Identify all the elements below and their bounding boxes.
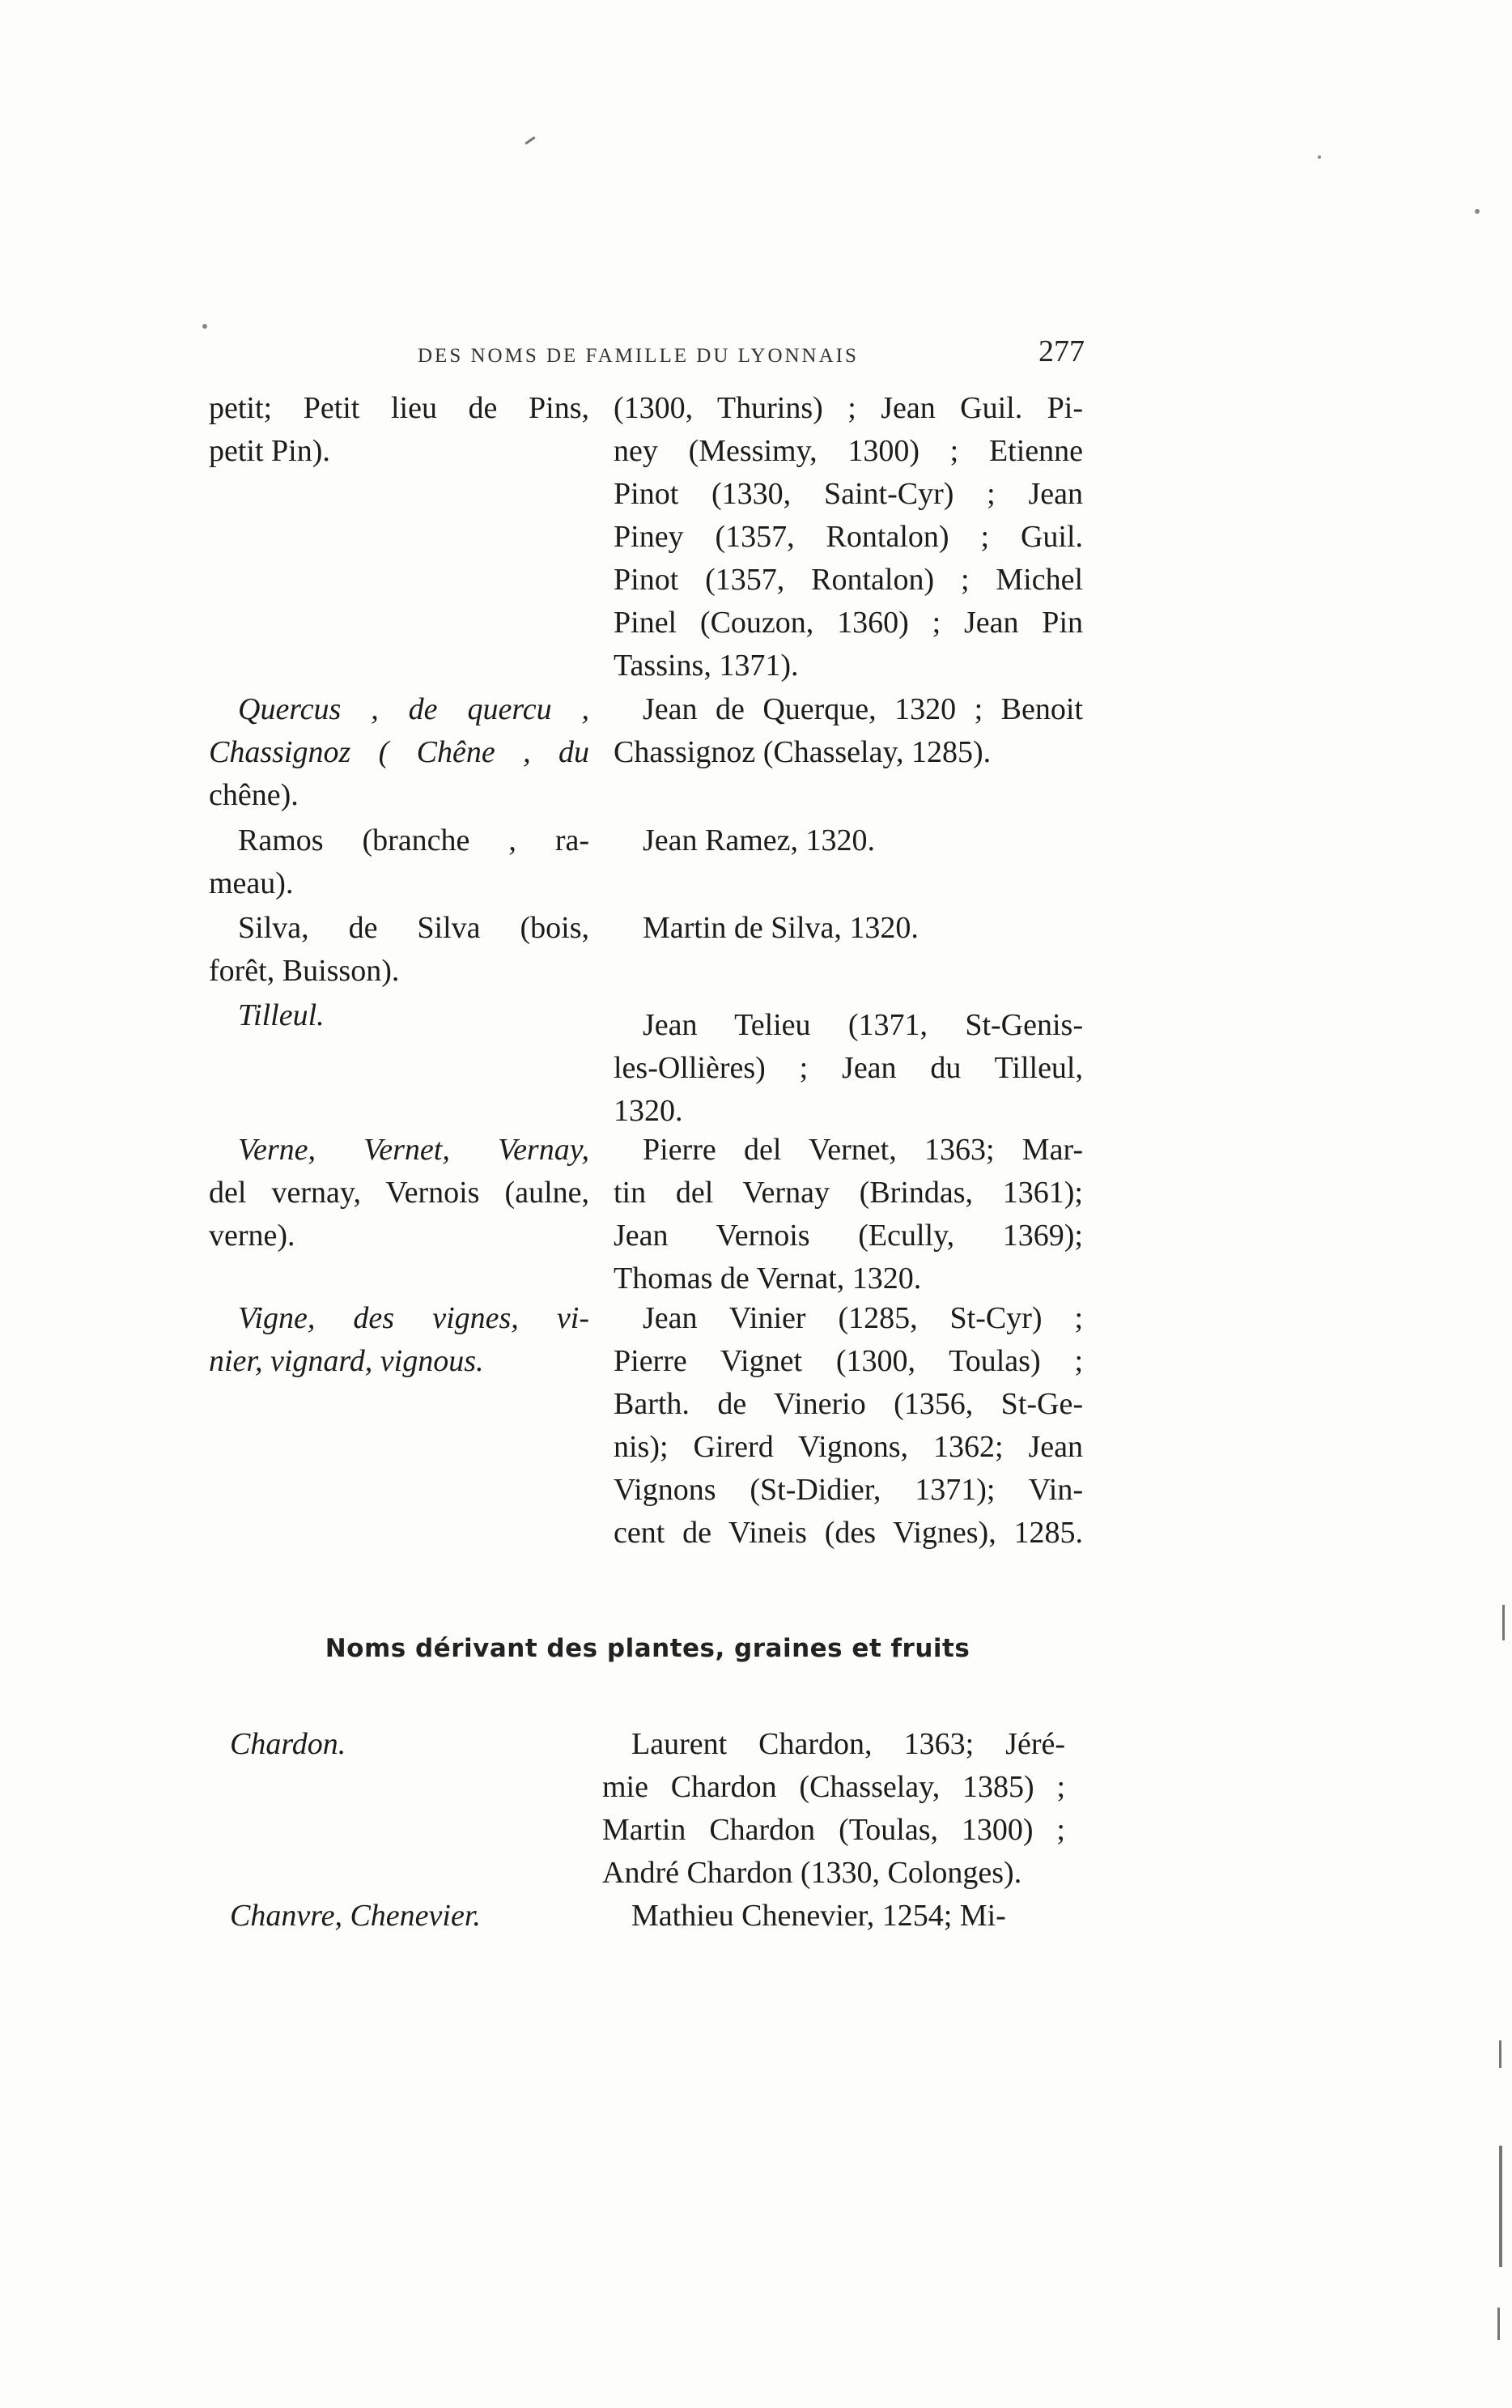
term-line: Tilleul. xyxy=(238,998,325,1032)
names-line: Pinel (Couzon, 1360) ; Jean Pin xyxy=(614,606,1083,640)
page-header xyxy=(202,332,1085,381)
names-line: Pierre del Vernet, 1363; Mar- xyxy=(643,1133,1083,1167)
names-line: Jean Ramez, 1320. xyxy=(643,823,876,857)
term-line: chêne). xyxy=(209,778,299,812)
term-line: Quercus , de quercu , xyxy=(238,692,589,726)
names-line: mie Chardon (Chasselay, 1385) ; xyxy=(602,1770,1065,1804)
ink-speck xyxy=(202,324,207,329)
names-line: Mathieu Chenevier, 1254; Mi- xyxy=(631,1899,1006,1933)
names-line: Thomas de Vernat, 1320. xyxy=(614,1261,922,1295)
names-line: nis); Girerd Vignons, 1362; Jean xyxy=(614,1430,1083,1464)
term-line: Verne, Vernet, Vernay, xyxy=(238,1133,589,1167)
ink-speck xyxy=(1475,209,1480,214)
names-line: Tassins, 1371). xyxy=(614,649,799,683)
names-line: Chassignoz (Chasselay, 1285). xyxy=(614,735,992,769)
entry-pin-names xyxy=(614,387,1083,687)
names-line: Martin Chardon (Toulas, 1300) ; xyxy=(602,1813,1065,1847)
entry-verne-term xyxy=(209,1129,589,1257)
names-line: Vignons (St-Didier, 1371); Vin- xyxy=(614,1473,1083,1507)
entry-verne-names xyxy=(614,1129,1083,1300)
edge-mark xyxy=(1497,2308,1500,2340)
names-line: Jean Telieu (1371, St-Genis- xyxy=(643,1008,1083,1042)
term-line: Ramos (branche , ra- xyxy=(238,823,589,857)
term-line: Chassignoz ( Chêne , du xyxy=(209,735,589,769)
names-line: cent de Vineis (des Vignes), 1285. xyxy=(614,1516,1083,1550)
section-heading: Noms dérivant des plantes, graines et fruits xyxy=(325,1634,970,1663)
entry-chanvre-names xyxy=(602,1895,1065,1938)
term-line: petit; Petit lieu de Pins, xyxy=(209,391,589,425)
entry-vigne-term xyxy=(209,1297,589,1383)
names-line: Pierre Vignet (1300, Toulas) ; xyxy=(614,1344,1083,1378)
edge-mark xyxy=(1499,2146,1502,2267)
names-line: Jean Vinier (1285, St-Cyr) ; xyxy=(643,1301,1083,1335)
names-line: Barth. de Vinerio (1356, St-Ge- xyxy=(614,1387,1083,1421)
running-title: DES NOMS DE FAMILLE DU LYONNAIS xyxy=(418,345,859,367)
names-line: Laurent Chardon, 1363; Jéré- xyxy=(631,1727,1065,1761)
entry-silva-names xyxy=(614,907,1083,950)
names-line: Jean Vernois (Ecully, 1369); xyxy=(614,1219,1083,1253)
edge-mark xyxy=(1502,1605,1505,1640)
names-line: tin del Vernay (Brindas, 1361); xyxy=(614,1176,1083,1210)
entry-tilleul-names xyxy=(614,1004,1083,1133)
term-line: nier, vignard, vignous. xyxy=(209,1344,484,1378)
entry-chardon-names xyxy=(602,1723,1065,1895)
names-line: Martin de Silva, 1320. xyxy=(643,911,919,945)
term-line: petit Pin). xyxy=(209,434,330,468)
names-line: Jean de Querque, 1320 ; Benoit xyxy=(643,692,1083,726)
ink-speck xyxy=(1318,155,1321,159)
entry-chardon-term xyxy=(230,1723,610,1766)
term-line: verne). xyxy=(209,1219,295,1253)
entry-chanvre-term xyxy=(230,1895,610,1938)
names-line: Piney (1357, Rontalon) ; Guil. xyxy=(614,520,1083,554)
edge-mark xyxy=(1499,2040,1501,2068)
entry-quercus-names xyxy=(614,688,1083,774)
term-line: Vigne, des vignes, vi- xyxy=(238,1301,589,1335)
page-number: 277 xyxy=(1038,334,1085,368)
names-line: les-Ollières) ; Jean du Tilleul, xyxy=(614,1051,1083,1085)
names-line: Pinot (1357, Rontalon) ; Michel xyxy=(614,563,1083,597)
names-line: André Chardon (1330, Colonges). xyxy=(602,1856,1022,1890)
entry-quercus-term xyxy=(209,688,589,817)
names-line: 1320. xyxy=(614,1094,683,1128)
term-line: Chanvre, Chenevier. xyxy=(230,1899,481,1933)
term-line: forêt, Buisson). xyxy=(209,954,400,988)
entry-ramos-names xyxy=(614,819,1083,862)
entry-pin-term xyxy=(209,387,589,473)
entry-ramos-term xyxy=(209,819,589,905)
term-line: Chardon. xyxy=(230,1727,346,1761)
names-line: Pinot (1330, Saint-Cyr) ; Jean xyxy=(614,477,1083,511)
ink-mark xyxy=(525,136,535,144)
entry-silva-term xyxy=(209,907,589,993)
names-line: ney (Messimy, 1300) ; Etienne xyxy=(614,434,1083,468)
names-line: (1300, Thurins) ; Jean Guil. Pi- xyxy=(614,391,1083,425)
term-line: del vernay, Vernois (aulne, xyxy=(209,1176,589,1210)
entry-tilleul-term xyxy=(209,994,589,1037)
term-line: meau). xyxy=(209,866,294,900)
entry-vigne-names xyxy=(614,1297,1083,1555)
term-line: Silva, de Silva (bois, xyxy=(238,911,589,945)
